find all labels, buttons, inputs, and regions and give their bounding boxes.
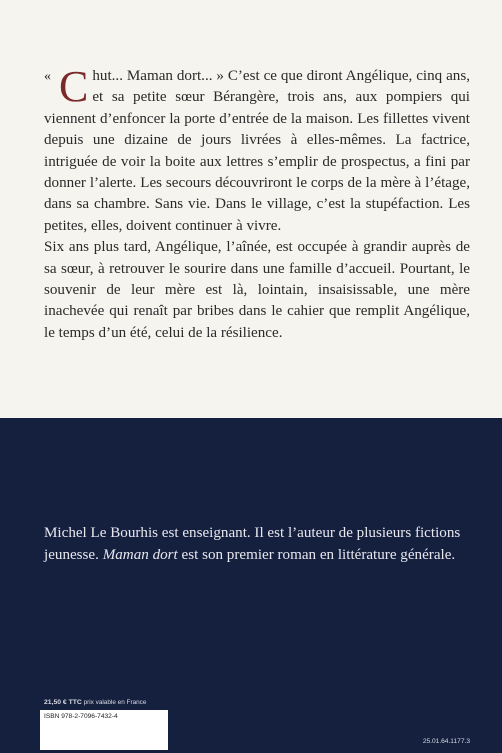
drop-cap: C [59,62,89,111]
author-bio [44,523,470,566]
synopsis-text [44,62,470,344]
barcode-box [40,710,168,750]
author-bio-end: est son premier roman en littérature générale. [177,546,456,563]
opening-quote: « [44,69,51,84]
author-bio-start: Michel Le Bourhis est enseignant. Il est l’auteur de plusieurs fictions jeunesse. [44,525,461,563]
isbn-label: ISBN 978-2-7096-7432-4 [44,713,118,720]
synopsis-paragraph-2: Six ans plus tard, Angélique, l’aînée, est occupée à grandir auprès de sa sœur, à retrouver le sourire dans une famille d’accueil. Pourtant, le souvenir de leur mère est là, lointain, insaisissable, une mère inachevée qui renaît par bribes dans le cahier que remplit Angélique, le temps d’un été, celui de la résilience. [44,239,470,341]
price-line [44,699,146,706]
price-note: prix valable en France [83,699,147,706]
synopsis-paragraph-1: hut... Maman dort... » C’est ce que diront Angélique, cinq ans, et sa petite sœur Bérangère, trois ans, aux pompiers qui viennent d’enfoncer la porte d’entrée de la maison. Les fillettes vivent depuis une dizaine de jours livrées à elles-mêmes. La factrice, intriguée de voir la boite aux lettres s’emplir de prospectus, a fini par donner l’alerte. Les secours découvriront le corps de la mère à l’étage, dans sa chambre. Sans vie. Dans le village, c’est la stupéfaction. Les petites, elles, doivent continuer à vivre. [44,68,470,234]
book-title: Maman dort [102,546,178,563]
product-code: 25.01.64.1177.3 [422,738,470,745]
price-amount: 21,50 € TTC [44,699,82,706]
